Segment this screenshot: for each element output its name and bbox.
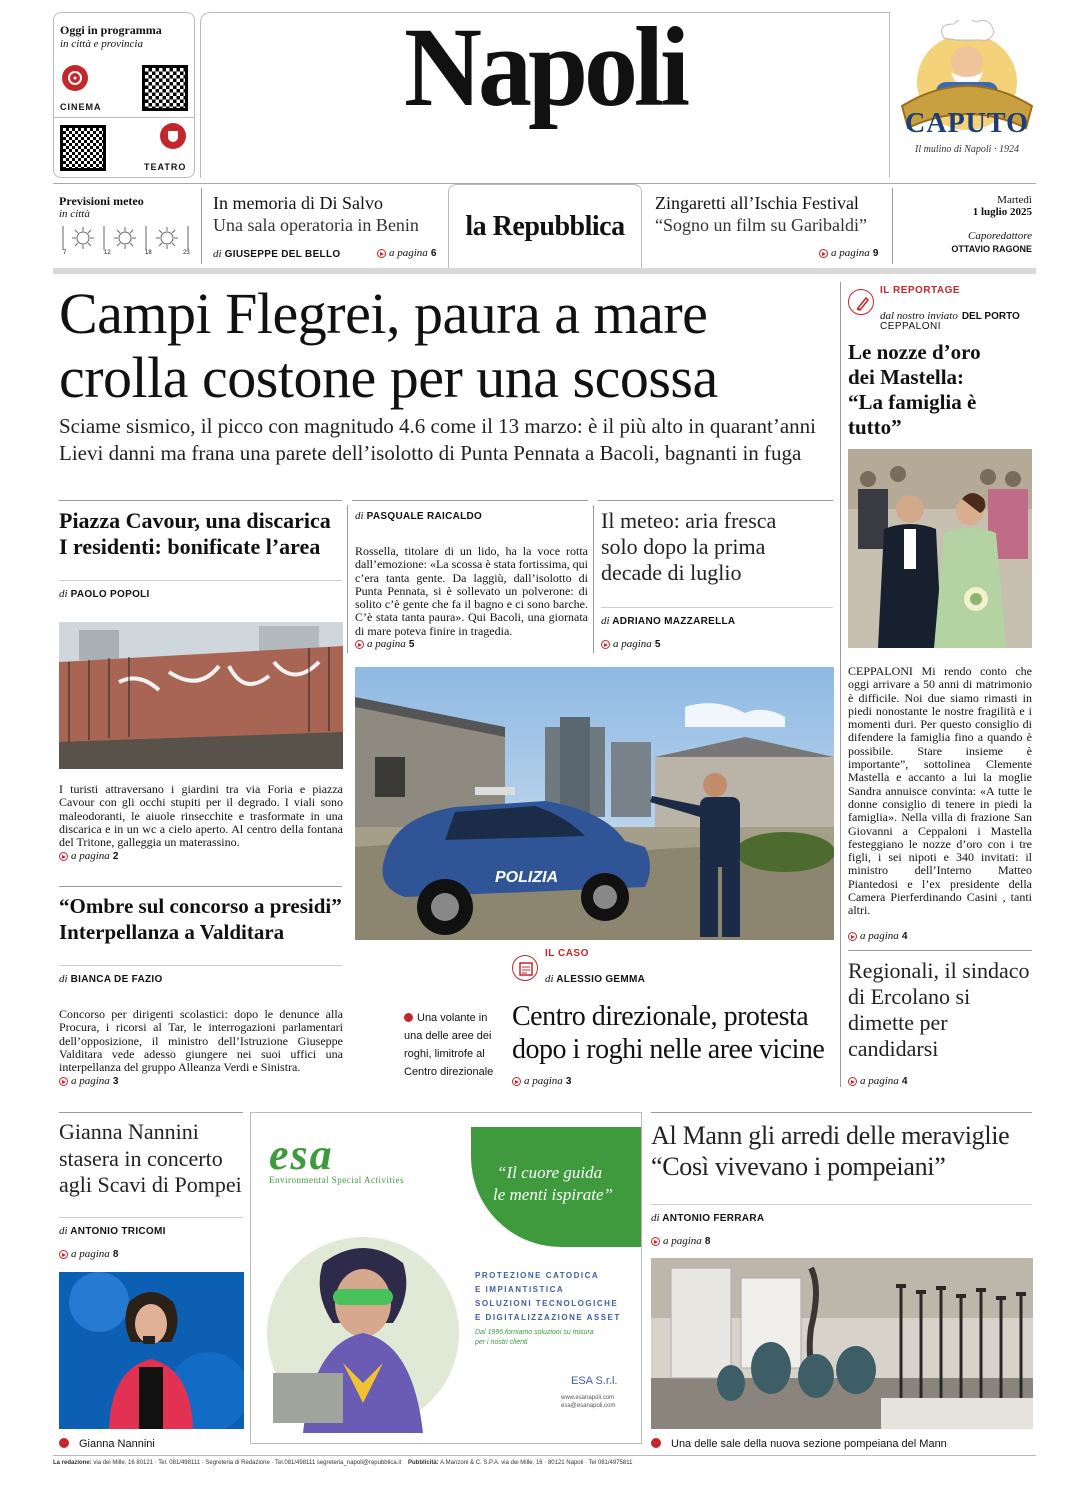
photo-police-car [355, 667, 834, 940]
esa-web: www.esanapoli.com [561, 1395, 615, 1401]
weather-sun-icons [59, 224, 193, 252]
esa-service-3: SOLUZIONI TECNOLOGICHE [475, 1299, 619, 1308]
newspaper-name[interactable]: la Repubblica [465, 211, 625, 242]
editor-role: Caporedattore [968, 230, 1032, 242]
reportage-from: dal nostro inviato DEL PORTO [880, 310, 1020, 322]
story-meteo-byline: di ADRIANO MAZZARELLA [601, 615, 736, 627]
story-raicaldo-body: Rossella, titolare di un lido, ha la voce rotta dall’emozione: «La scossa è stata fortissima, qui c’era tanta gente. Da laggiù, dall’isolotto di Punta Pennata, si è sollevato un polverone: di solito c’è gente che fa il bagno e ci sono barche. C’è stata tanta paura». Qui Bacoli, una giornata di mare poteva finire in tragedia. [355, 544, 588, 638]
photo-cavour-graffiti [59, 622, 343, 769]
story-ercolano-title[interactable]: Regionali, il sindaco di Ercolano si dimette per candidarsi [848, 958, 1030, 1061]
weather-hour-3: 18 [145, 250, 152, 256]
police-car-label: POLIZIA [495, 869, 559, 886]
repubblica-box [448, 184, 642, 268]
photo-mastella-wedding [848, 449, 1032, 648]
story-nannini-byline: di ANTONIO TRICOMI [59, 1225, 166, 1237]
lead-headline-line-1: Campi Flegrei, paura a mare [59, 281, 708, 346]
caso-byline: di ALESSIO GEMMA [545, 973, 646, 985]
reportage-kicker: IL REPORTAGE [880, 285, 961, 296]
esa-slogan-2: le menti ispirate” [493, 1185, 613, 1204]
reportage-ref[interactable]: a pagina 4 [848, 930, 907, 942]
story-cavour[interactable] [59, 508, 344, 560]
date-box [896, 194, 1032, 264]
story-ercolano-ref[interactable]: a pagina 4 [848, 1075, 907, 1087]
story-di-salvo-byline: di GIUSEPPE DEL BELLO [213, 248, 341, 260]
teatro-label: TEATRO [144, 162, 187, 172]
caso-icon [512, 955, 538, 981]
mann-caption: Una delle sale della nuova sezione pompeiana del Mann [651, 1434, 947, 1452]
reportage-icon [848, 289, 874, 315]
mann-ref[interactable]: a pagina 8 [651, 1235, 710, 1247]
qr-code-cinema[interactable] [142, 65, 188, 111]
photo-gianna-nannini [59, 1272, 244, 1429]
story-cavour-title-line-2: I residenti: bonificate l’area [59, 534, 321, 559]
story-di-salvo-subtitle: Una sala operatoria in Benin [213, 215, 419, 235]
reportage-place: CEPPALONI [880, 321, 941, 332]
weather-box[interactable] [53, 188, 196, 264]
esa-services [475, 1269, 621, 1325]
lead-subtitle-line-2: Lievi danni ma frana una parete dell’isolotto di Punta Pennata a Bacoli, bagnanti in fuga [59, 441, 802, 465]
program-box-title: Oggi in programma [60, 23, 162, 37]
story-nannini-ref[interactable]: a pagina 8 [59, 1248, 118, 1260]
story-presidi-body: Concorso per dirigenti scolastici: dopo le denunce alla Procura, i ricorsi al Tar, le interrogazioni parlamentari dell’opposizione, il ministro dell’Istruzione Giuseppe Valditara vede adesso giungere nei suoi uffici una interpellanza del gruppo Alleanza Verdi e Sinistra. [59, 1007, 343, 1075]
reportage-title-line-2: dei Mastella: [848, 365, 965, 389]
date-full: 1 luglio 2025 [972, 206, 1032, 218]
story-presidi-title-line-2: Interpellanza a Valditara [59, 920, 285, 944]
lead-story[interactable] [59, 282, 834, 467]
reportage-body: CEPPALONI Mi rendo conto che oggi arrivare a 50 anni di matrimonio è difficile. Noi due siamo rimasti in piedi nonostante le nostre fragilità e i momenti duri. Per questo consiglio di difendere la famiglia fino a quando è possibile. Stare insieme è importante”, sottolinea Clemente Mastella e accanto a lui la moglie Sandra annuisce convinta: «A tutte le donne consiglio di tenere in piedi la famiglia». Nella villa di frazione San Giovanni a Ceppaloni i Mastella festeggiano le nozze d’oro con i tre figli, i sei nipoti e 340 invitati: il ministro dell’Interno Matteo Piantedosi e l’ex presidente della Camera Pierferdinando Casini , tanti altri. [848, 664, 1032, 918]
story-mann[interactable] [651, 1120, 1036, 1182]
esa-since-1: Dal 1996 forniamo soluzioni su misura [475, 1329, 594, 1336]
lead-subtitle-line-1: Sciame sismico, il picco con magnitudo 4.6 come il 13 marzo: è il più alto in quarant’anni [59, 414, 816, 438]
teatro-icon [160, 123, 186, 149]
esa-advertisement[interactable] [250, 1112, 642, 1444]
weather-hour-4: 23 [183, 250, 190, 256]
story-zingaretti-title: Zingaretti all’Ischia Festival [655, 193, 859, 213]
mann-title-line-2: “Così vivevano i pompeiani” [651, 1152, 946, 1181]
caso-ref[interactable]: a pagina 3 [512, 1075, 571, 1087]
reportage-story[interactable] [848, 340, 1034, 440]
story-zingaretti[interactable] [655, 192, 887, 264]
story-cavour-body: I turisti attraversano i giardini tra via Foria e piazza Cavour con gli occhi stupiti per il degrado. I viali sono maleodoranti, le aiuole rinsecchite e trasformate in una discarica e in un wc a cielo aperto. Al centro della fontana del Tritone, galleggia un materassino. [59, 782, 343, 850]
cinema-icon [62, 65, 88, 91]
story-zingaretti-ref[interactable]: a pagina 9 [819, 247, 878, 259]
esa-service-1: PROTEZIONE CATODICA [475, 1271, 600, 1280]
date-day: Martedì [997, 194, 1032, 206]
weather-hour-2: 12 [104, 250, 111, 256]
story-caso[interactable] [512, 1000, 837, 1066]
esa-illustration [263, 1223, 463, 1433]
footer-pubblicita: Pubblicità: A.Manzoni & C. S.P.A. via dei Mille, 16 · 80121 Napoli · Tel 081/4975811 [408, 1460, 633, 1466]
story-raicaldo-byline: di PASQUALE RAICALDO [355, 510, 483, 522]
story-presidi-ref[interactable]: a pagina 3 [59, 1075, 118, 1087]
esa-logo-sub: Environmental Special Activities [269, 1175, 404, 1185]
story-di-salvo-title: In memoria di Di Salvo [213, 193, 383, 213]
reportage-title-line-1: Le nozze d’oro [848, 340, 981, 364]
story-cavour-title-line-1: Piazza Cavour, una discarica [59, 508, 331, 533]
esa-service-4: E DIGITALIZZAZIONE ASSET [475, 1313, 621, 1322]
caso-title-line-1: Centro direzionale, protesta [512, 1001, 809, 1032]
story-meteo-title[interactable]: Il meteo: aria fresca solo dopo la prima decade di luglio [601, 508, 777, 585]
cinema-label: CINEMA [60, 102, 102, 112]
esa-logo: esa [269, 1130, 334, 1179]
masthead-title[interactable]: Napoli [403, 5, 687, 130]
esa-slogan-1: “Il cuore guida [497, 1163, 603, 1182]
reportage-title-line-3: “La famiglia è tutto” [848, 390, 977, 439]
weather-title: Previsioni meteo [59, 194, 144, 208]
story-presidi[interactable] [59, 893, 344, 945]
esa-email: esa@esanapoli.com [561, 1403, 616, 1409]
nannini-caption: Gianna Nannini [59, 1434, 155, 1452]
photo-mann-museum [651, 1258, 1033, 1429]
weather-hour-1: 7 [63, 250, 67, 256]
esa-company: ESA S.r.l. [571, 1375, 618, 1387]
lead-headline-line-2: crolla costone per una scossa [59, 345, 718, 410]
story-di-salvo[interactable] [213, 192, 445, 264]
caso-kicker: IL CASO [545, 948, 589, 959]
esa-since-2: per i nostri clienti [475, 1339, 528, 1346]
story-raicaldo-ref[interactable]: a pagina 5 [355, 638, 414, 650]
story-di-salvo-ref[interactable]: a pagina 6 [377, 247, 436, 259]
weather-subtitle: in città [59, 208, 90, 220]
caputo-ad[interactable] [896, 20, 1038, 165]
mann-byline: di ANTONIO FERRARA [651, 1212, 765, 1224]
caputo-brand: CAPUTO [905, 108, 1029, 139]
caputo-tagline: Il mulino di Napoli · 1924 [915, 144, 1019, 155]
story-cavour-ref[interactable]: a pagina 2 [59, 850, 118, 862]
story-nannini-title[interactable]: Gianna Nannini stasera in concerto agli Scavi di Pompei [59, 1119, 242, 1197]
caso-title-line-2: dopo i roghi nelle aree vicine [512, 1034, 825, 1065]
story-cavour-byline: di PAOLO POPOLI [59, 588, 150, 600]
program-box[interactable] [53, 12, 195, 178]
story-zingaretti-subtitle: “Sogno un film su Garibaldi” [655, 215, 867, 235]
qr-code-teatro[interactable] [60, 125, 106, 171]
story-presidi-title-line-1: “Ombre sul concorso a presidi” [59, 894, 342, 918]
police-caption: Una volante in una delle aree dei roghi, limitrofe al Centro direzionale [404, 1012, 494, 1078]
story-meteo-ref[interactable]: a pagina 5 [601, 638, 660, 650]
footer-redazione: La redazione: via dei Mille, 16 80121 · Tel. 081/498111 · Segreteria di Redazione · Tel.081/498111 segreteria_napoli@repubblica.it [53, 1460, 402, 1466]
mann-title-line-1: Al Mann gli arredi delle meraviglie [651, 1121, 1010, 1150]
program-box-subtitle: in città e provincia [60, 38, 143, 50]
esa-service-2: E IMPIANTISTICA [475, 1285, 565, 1294]
editor-name: OTTAVIO RAGONE [951, 244, 1032, 254]
story-presidi-byline: di BIANCA DE FAZIO [59, 973, 163, 985]
